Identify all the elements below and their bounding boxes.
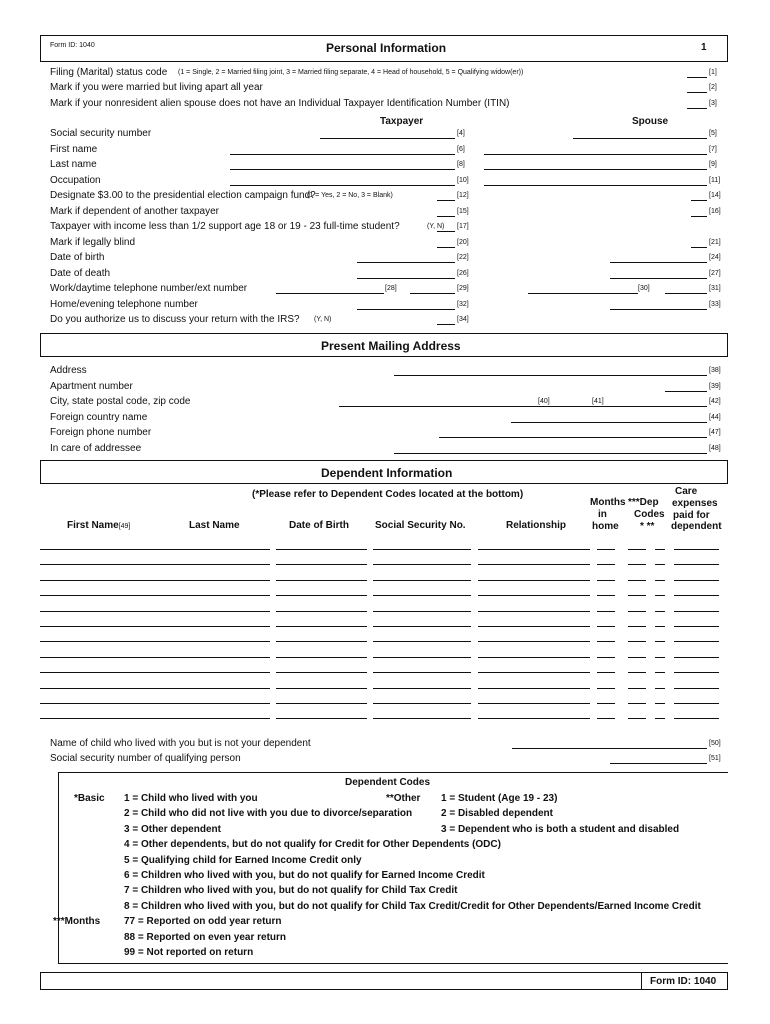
dependent-cell[interactable] [655, 569, 665, 581]
tp-row-label: Occupation [50, 175, 101, 186]
filing-row-note: (1 = Single, 2 = Married filing joint, 3 = Married filing separate, 4 = Head of household, 5 = Qualifying widow(er)) [178, 69, 524, 76]
dependent-cell[interactable] [40, 707, 270, 719]
dependent-cell[interactable] [478, 646, 590, 658]
mailing-field-ln: [44] [709, 414, 721, 421]
dependent-cell[interactable] [597, 707, 615, 719]
tp-row-label: Social security number [50, 128, 152, 139]
filing-row-ln: [1] [709, 69, 717, 76]
child-not-dependent-label: Name of child who lived with you but is not your dependent [50, 738, 311, 749]
mailing-row-label: Foreign country name [50, 412, 148, 423]
taxpayer-field[interactable] [320, 127, 455, 139]
qualifying-ssn-label: Social security number of qualifying person [50, 753, 241, 764]
dependent-cell[interactable] [628, 707, 646, 719]
mailing-title: Present Mailing Address [321, 339, 461, 353]
taxpayer-field-ln: [34] [457, 316, 469, 323]
zip-field[interactable] [519, 395, 707, 407]
codes-months-label: ***Months [53, 916, 101, 927]
dependent-cell[interactable] [674, 600, 719, 612]
mailing-row-label: In care of addressee [50, 443, 142, 454]
taxpayer-field[interactable] [230, 158, 455, 170]
dependent-cell[interactable] [597, 538, 615, 550]
spouse-field[interactable] [610, 267, 707, 279]
filing-row-field[interactable] [687, 81, 707, 93]
dependent-cell[interactable] [373, 692, 471, 704]
dependent-cell[interactable] [674, 677, 719, 689]
taxpayer-field[interactable] [410, 282, 455, 294]
tp-row-label: Date of birth [50, 252, 105, 263]
dependent-cell[interactable] [276, 630, 367, 642]
mailing-field-ln: [48] [709, 445, 721, 452]
dependent-cell[interactable] [674, 661, 719, 673]
tp-row-label: Work/daytime telephone number/ext number [50, 283, 248, 294]
tp-row-note: (Y, N) [427, 223, 445, 230]
codes-other-1: 1 = Student (Age 19 - 23) [441, 793, 558, 804]
filing-row-label: Mark if you were married but living apart all year [50, 82, 263, 93]
taxpayer-field[interactable] [357, 267, 455, 279]
spouse-field[interactable] [484, 158, 707, 170]
spouse-field-ln: [21] [709, 239, 721, 246]
dependent-row [0, 661, 770, 673]
taxpayer-ext-field[interactable] [276, 282, 384, 294]
spouse-field[interactable] [691, 205, 707, 217]
taxpayer-field-ln: [12] [457, 192, 469, 199]
dependent-cell[interactable] [40, 661, 270, 673]
dependent-cell[interactable] [40, 615, 270, 627]
dependent-cell[interactable] [655, 600, 665, 612]
spouse-field[interactable] [573, 127, 707, 139]
taxpayer-field[interactable] [230, 143, 455, 155]
codes-basic-6: 6 = Children who lived with you, but do not qualify for Earned Income Credit [124, 870, 485, 881]
section-title: Personal Information [326, 41, 447, 55]
col-months-1: Months [590, 497, 626, 508]
dependent-cell[interactable] [276, 584, 367, 596]
codes-basic-5: 5 = Qualifying child for Earned Income Credit only [124, 855, 362, 866]
dependent-cell[interactable] [597, 569, 615, 581]
tp-row-label: First name [50, 144, 98, 155]
dependent-cell[interactable] [373, 584, 471, 596]
personal-info-header [40, 35, 728, 62]
spouse-field[interactable] [610, 251, 707, 263]
spouse-field[interactable] [691, 236, 707, 248]
spouse-ext-field[interactable] [528, 282, 638, 294]
spouse-ext-ln: [30] [638, 285, 650, 292]
codes-other-label: **Other [386, 793, 421, 804]
dependent-header [40, 460, 728, 484]
state-field-ln: [41] [592, 398, 604, 405]
dependent-cell[interactable] [655, 707, 665, 719]
qualifying-ssn-ln: [51] [709, 755, 721, 762]
dependent-cell[interactable] [478, 677, 590, 689]
col-care-3: paid for [673, 510, 710, 521]
dependent-cell[interactable] [674, 569, 719, 581]
dependent-row [0, 615, 770, 627]
dependent-cell[interactable] [276, 615, 367, 627]
dependent-cell[interactable] [40, 538, 270, 550]
spouse-field[interactable] [610, 298, 707, 310]
footer-form-id-box [641, 972, 728, 990]
codes-basic-label: *Basic [74, 793, 105, 804]
dependent-cell[interactable] [40, 553, 270, 565]
footer-box [40, 972, 728, 990]
codes-basic-3: 3 = Other dependent [124, 824, 221, 835]
dependent-cell[interactable] [674, 584, 719, 596]
col-relationship: Relationship [506, 520, 567, 531]
spouse-field-ln: [7] [709, 146, 717, 153]
dependent-row [0, 707, 770, 719]
dependent-cell[interactable] [276, 707, 367, 719]
dependent-cell[interactable] [40, 569, 270, 581]
dependent-cell[interactable] [655, 584, 665, 596]
codes-other-3: 3 = Dependent who is both a student and disabled [441, 824, 680, 835]
dependent-cell[interactable] [655, 692, 665, 704]
codes-months-77: 77 = Reported on odd year return [124, 916, 282, 927]
qualifying-ssn-field[interactable] [610, 752, 707, 764]
taxpayer-field-ln: [22] [457, 254, 469, 261]
dependent-row [0, 692, 770, 704]
taxpayer-field[interactable] [357, 298, 455, 310]
dependent-cell[interactable] [674, 692, 719, 704]
dependent-cell[interactable] [597, 600, 615, 612]
filing-row-label: Mark if your nonresident alien spouse does not have an Individual Taxpayer Identification Number (ITIN) [50, 98, 510, 109]
dependent-cell[interactable] [674, 615, 719, 627]
mailing-field[interactable] [394, 442, 707, 454]
dependent-cell[interactable] [478, 707, 590, 719]
mailing-row-label: Foreign phone number [50, 427, 152, 438]
page-number: 1 [701, 42, 707, 53]
mailing-field[interactable] [665, 380, 707, 392]
dependent-cell[interactable] [628, 584, 646, 596]
taxpayer-field[interactable] [230, 174, 455, 186]
taxpayer-field[interactable] [437, 236, 455, 248]
spouse-field-ln: [31] [709, 285, 721, 292]
col-dep-1: ***Dep [628, 497, 659, 508]
dependent-cell[interactable] [597, 553, 615, 565]
mailing-row-label: Apartment number [50, 381, 133, 392]
dependent-row [0, 677, 770, 689]
taxpayer-field[interactable] [437, 205, 455, 217]
dependent-cell[interactable] [276, 646, 367, 658]
dependent-cell[interactable] [373, 707, 471, 719]
spouse-field[interactable] [691, 189, 707, 201]
tp-row-label: Mark if dependent of another taxpayer [50, 206, 219, 217]
col-dep-3: * ** [640, 521, 655, 532]
spouse-field-ln: [11] [709, 177, 721, 184]
child-not-dependent-ln: [50] [709, 740, 721, 747]
dependent-row [0, 553, 770, 565]
tp-row-label: Mark if legally blind [50, 237, 136, 248]
taxpayer-field-ln: [8] [457, 161, 465, 168]
dependent-cell[interactable] [373, 677, 471, 689]
taxpayer-field[interactable] [437, 189, 455, 201]
col-ssn: Social Security No. [375, 520, 466, 531]
codes-basic-8: 8 = Children who lived with you, but do not qualify for Child Tax Credit/Credit for Other Dependents/Earned Income Credit [124, 901, 701, 912]
dependent-cell[interactable] [276, 553, 367, 565]
tp-row-label: Date of death [50, 268, 111, 279]
dependent-note: (*Please refer to Dependent Codes located at the bottom) [252, 489, 524, 500]
dependent-row [0, 584, 770, 596]
dependent-cell[interactable] [373, 615, 471, 627]
dependent-cell[interactable] [373, 553, 471, 565]
dependent-cell[interactable] [628, 569, 646, 581]
dependent-cell[interactable] [628, 600, 646, 612]
spouse-field-ln: [14] [709, 192, 721, 199]
mailing-field-ln: [47] [709, 429, 721, 436]
dependent-cell[interactable] [40, 677, 270, 689]
mailing-field-ln: [39] [709, 383, 721, 390]
dependent-cell[interactable] [655, 553, 665, 565]
dependent-cell[interactable] [373, 600, 471, 612]
dependent-cell[interactable] [40, 692, 270, 704]
dependent-cell[interactable] [655, 677, 665, 689]
dependent-cell[interactable] [478, 553, 590, 565]
codes-months-88: 88 = Reported on even year return [124, 932, 287, 943]
codes-months-99: 99 = Not reported on return [124, 947, 254, 958]
spouse-header: Spouse [632, 116, 669, 127]
dependent-cell[interactable] [40, 646, 270, 658]
tp-row-note: (1 = Yes, 2 = No, 3 = Blank) [307, 192, 393, 199]
col-first-name-ln: [49] [118, 523, 131, 530]
dependent-cell[interactable] [373, 646, 471, 658]
dependent-cell[interactable] [597, 646, 615, 658]
dependent-cell[interactable] [478, 661, 590, 673]
dependent-cell[interactable] [597, 677, 615, 689]
filing-row-ln: [3] [709, 100, 717, 107]
filing-row-field[interactable] [687, 66, 707, 78]
dependent-cell[interactable] [674, 646, 719, 658]
dependent-row [0, 569, 770, 581]
dependent-cell[interactable] [628, 553, 646, 565]
dependent-cell[interactable] [478, 600, 590, 612]
dependent-cell[interactable] [478, 538, 590, 550]
dependent-cell[interactable] [276, 661, 367, 673]
dependent-cell[interactable] [655, 615, 665, 627]
taxpayer-field[interactable] [357, 251, 455, 263]
taxpayer-field[interactable] [437, 220, 455, 232]
dependent-cell[interactable] [373, 538, 471, 550]
taxpayer-field-ln: [29] [457, 285, 469, 292]
dependent-cell[interactable] [276, 569, 367, 581]
dependent-row [0, 646, 770, 658]
spouse-field-ln: [9] [709, 161, 717, 168]
dependent-cell[interactable] [597, 692, 615, 704]
dependent-cell[interactable] [655, 630, 665, 642]
taxpayer-field[interactable] [437, 313, 455, 325]
codes-basic-2: 2 = Child who did not live with you due to divorce/separation [124, 808, 413, 819]
col-care-1: Care [675, 486, 698, 497]
tp-row-label: Do you authorize us to discuss your return with the IRS? [50, 314, 300, 325]
col-months-3: home [592, 521, 619, 532]
taxpayer-header: Taxpayer [380, 116, 424, 127]
spouse-field[interactable] [484, 174, 707, 186]
taxpayer-field-ln: [10] [457, 177, 469, 184]
dependent-cell[interactable] [276, 538, 367, 550]
dependent-cell[interactable] [373, 569, 471, 581]
codes-title: Dependent Codes [345, 777, 431, 788]
spouse-field[interactable] [665, 282, 707, 294]
form-id-label: Form ID: 1040 [50, 42, 95, 49]
taxpayer-field-ln: [17] [457, 223, 469, 230]
taxpayer-field-ln: [6] [457, 146, 465, 153]
dependent-cell[interactable] [40, 584, 270, 596]
taxpayer-field-ln: [32] [457, 301, 469, 308]
dependent-cell[interactable] [628, 630, 646, 642]
dependent-cell[interactable] [597, 661, 615, 673]
dependent-cell[interactable] [674, 538, 719, 550]
dependent-cell[interactable] [597, 615, 615, 627]
col-care-2: expenses [672, 498, 718, 509]
codes-other-2: 2 = Disabled dependent [441, 808, 553, 819]
taxpayer-ext-ln: [28] [385, 285, 397, 292]
dependent-cell[interactable] [40, 600, 270, 612]
dependent-cell[interactable] [478, 615, 590, 627]
mailing-field[interactable] [439, 426, 707, 438]
dependent-cell[interactable] [655, 646, 665, 658]
tp-row-note: (Y, N) [314, 316, 332, 323]
city-field-ln: [40] [538, 398, 550, 405]
dependent-cell[interactable] [373, 661, 471, 673]
dependent-cell[interactable] [628, 538, 646, 550]
spouse-field-ln: [24] [709, 254, 721, 261]
taxpayer-field-ln: [4] [457, 130, 465, 137]
dependent-cell[interactable] [40, 630, 270, 642]
dependent-cell[interactable] [628, 692, 646, 704]
spouse-field-ln: [16] [709, 208, 721, 215]
dependent-row [0, 630, 770, 642]
spouse-field[interactable] [484, 143, 707, 155]
mailing-row-label: City, state postal code, zip code [50, 396, 191, 407]
mailing-field-ln: [38] [709, 367, 721, 374]
taxpayer-field-ln: [15] [457, 208, 469, 215]
tp-row-label: Taxpayer with income less than 1/2 support age 18 or 19 - 23 full-time student? [50, 221, 400, 232]
dependent-cell[interactable] [276, 692, 367, 704]
codes-basic-7: 7 = Children who lived with you, but do not qualify for Child Tax Credit [124, 885, 458, 896]
filing-row-ln: [2] [709, 84, 717, 91]
dependent-cell[interactable] [674, 630, 719, 642]
dependent-cell[interactable] [655, 661, 665, 673]
col-last-name: Last Name [189, 520, 240, 531]
dependent-cell[interactable] [628, 615, 646, 627]
dependent-title: Dependent Information [321, 466, 453, 480]
dependent-cell[interactable] [674, 553, 719, 565]
dependent-cell[interactable] [276, 677, 367, 689]
spouse-field-ln: [27] [709, 270, 721, 277]
col-dob: Date of Birth [289, 520, 349, 531]
mailing-row-label: Address [50, 365, 87, 376]
tp-row-label: Home/evening telephone number [50, 299, 198, 310]
codes-basic-1: 1 = Child who lived with you [124, 793, 258, 804]
dependent-cell[interactable] [478, 584, 590, 596]
dependent-row [0, 600, 770, 612]
tp-row-label: Designate $3.00 to the presidential election campaign fund? [50, 190, 316, 201]
dependent-row [0, 538, 770, 550]
col-months-2: in [598, 509, 607, 520]
dependent-cell[interactable] [628, 677, 646, 689]
col-first-name: First Name[49] [67, 520, 131, 531]
filing-row-label: Filing (Marital) status code [50, 67, 168, 78]
dependent-cell[interactable] [478, 630, 590, 642]
dependent-cell[interactable] [628, 646, 646, 658]
dependent-cell[interactable] [628, 661, 646, 673]
mailing-header [40, 333, 728, 357]
mailing-field[interactable] [511, 411, 707, 423]
taxpayer-field-ln: [26] [457, 270, 469, 277]
dependent-cell[interactable] [276, 600, 367, 612]
child-not-dependent-field[interactable] [512, 737, 707, 749]
taxpayer-field-ln: [20] [457, 239, 469, 246]
mailing-field-ln: [42] [709, 398, 721, 405]
dependent-cell[interactable] [597, 630, 615, 642]
col-care-4: dependent [671, 521, 722, 532]
dependent-cell[interactable] [373, 630, 471, 642]
tp-row-label: Last name [50, 159, 97, 170]
filing-row-field[interactable] [687, 97, 707, 109]
dependent-cell[interactable] [597, 584, 615, 596]
dependent-codes-box [53, 772, 728, 964]
col-dep-2: Codes [634, 509, 665, 520]
mailing-field[interactable] [394, 364, 707, 376]
dependent-cell[interactable] [674, 707, 719, 719]
city-field[interactable] [339, 395, 537, 407]
codes-basic-4: 4 = Other dependents, but do not qualify for Credit for Other Dependents (ODC) [124, 839, 501, 850]
dependent-cell[interactable] [478, 569, 590, 581]
spouse-field-ln: [5] [709, 130, 717, 137]
dependent-cell[interactable] [478, 692, 590, 704]
spouse-field-ln: [33] [709, 301, 721, 308]
footer-form-id: Form ID: 1040 [650, 976, 717, 987]
dependent-cell[interactable] [655, 538, 665, 550]
